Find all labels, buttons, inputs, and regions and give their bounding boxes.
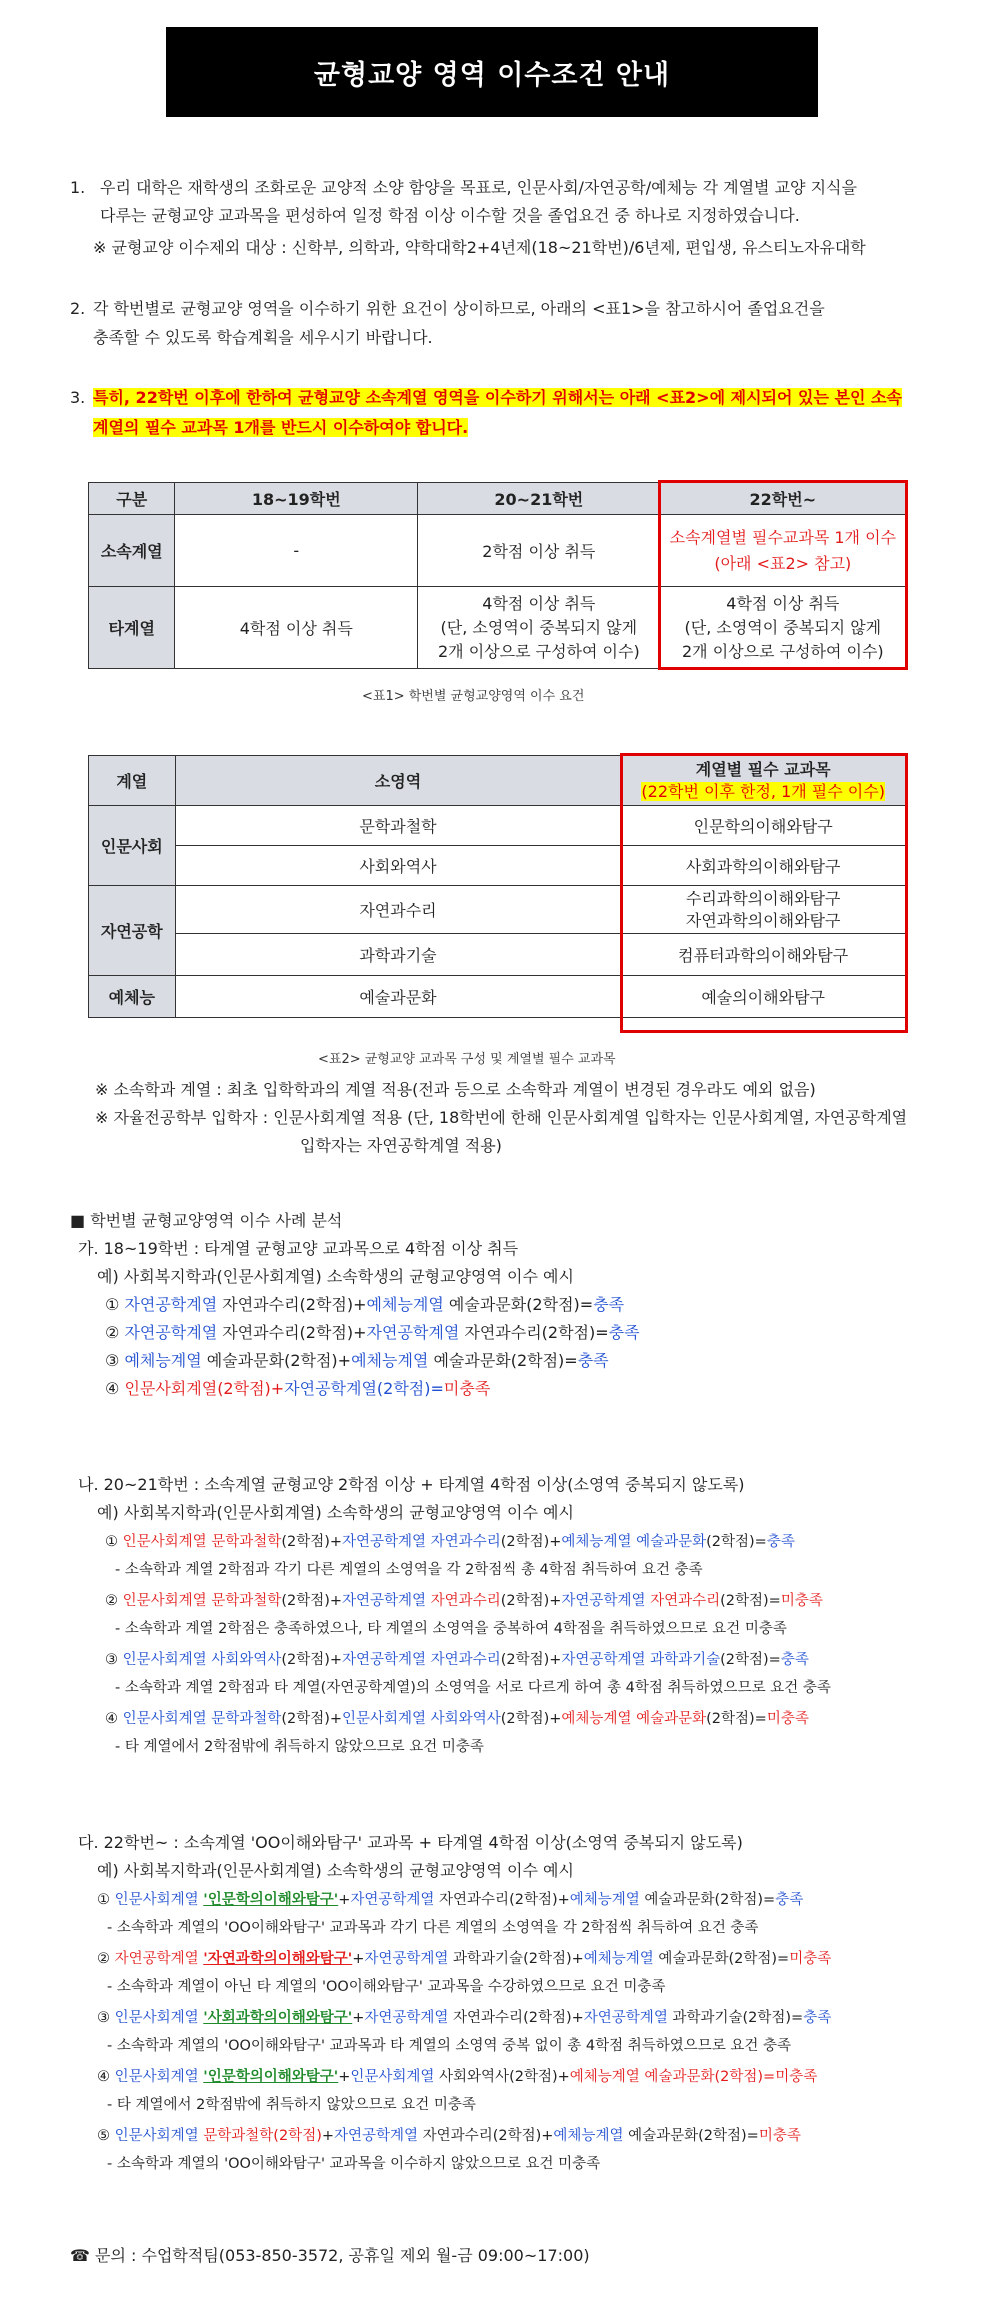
item-result: 미충족 — [766, 1711, 809, 1727]
ga-example: 예) 사회복지학과(인문사회계열) 소속학생의 균형교양영역 이수 예시 — [97, 1267, 574, 1286]
item-part: 자연과수리 — [430, 1652, 501, 1668]
item-result: 충족 — [577, 1351, 609, 1370]
item-part: 인문사회계열 — [114, 2069, 199, 2085]
item-part: (2학점)= — [376, 1379, 444, 1398]
t2-cell: 사회와역사 — [175, 846, 621, 886]
na-item-desc: - 타 계열에서 2학점밖에 취득하지 않았으므로 요건 미충족 — [115, 1739, 484, 1755]
t1-header: 22학번~ — [660, 483, 905, 515]
da-item — [97, 2065, 817, 2086]
item-part: (2학점)+ — [500, 1652, 562, 1668]
item-part: 예술과문화 — [636, 1534, 707, 1550]
item-part: 자연공학계열 — [342, 1652, 427, 1668]
item-part: 자연공학계열 — [561, 1593, 646, 1609]
t2-cell: 예술의이해와탐구 — [621, 976, 906, 1018]
da-item-desc: - 소속학과 계열이 아닌 타 계열의 'OO이해와탐구' 교과목을 수강하였으므로 요건 미충족 — [107, 1979, 666, 1995]
t2-caption: <표2> 균형교양 교과목 구성 및 계열별 필수 교과목 — [318, 1052, 616, 1067]
item-part: (2학점)+ — [500, 1711, 562, 1727]
item-part: '사회과학의이해와탐구' — [203, 2010, 353, 2026]
item-part: 인문사회계열 — [122, 1534, 207, 1550]
page-title: 균형교양 영역 이수조건 안내 — [166, 27, 818, 117]
analysis-heading: ■ 학번별 균형교양영역 이수 사례 분석 — [70, 1211, 343, 1230]
t2-group: 자연공학 — [89, 886, 176, 976]
item-number: ① — [105, 1295, 120, 1314]
item-part: 자연공학계열 — [350, 1892, 435, 1908]
t2-group: 예체능 — [89, 976, 176, 1018]
item-part: 자연과수리(2학점)+ — [418, 2128, 554, 2144]
item-part: 사회와역사(2학점)+ — [434, 2069, 570, 2085]
item-number: ② — [105, 1593, 118, 1609]
item-part: 자연공학계열 — [334, 2128, 419, 2144]
item-part: 예체능계열 — [366, 1295, 444, 1314]
item-part: 자연과수리(2학점)+ — [448, 2010, 584, 2026]
ga-item — [105, 1348, 609, 1371]
item-result: 충족 — [593, 1295, 625, 1314]
item-number: ③ — [105, 1351, 120, 1370]
item-part: 인문사회계열 — [114, 1892, 199, 1908]
item-part: (2학점)+ — [281, 1593, 343, 1609]
p1-line2: 다루는 균형교양 교과목을 편성하여 일정 학점 이상 이수할 것을 졸업요건 중 하나로 지정하였습니다. — [100, 206, 800, 225]
p1-note: ※ 균형교양 이수제외 대상 : 신학부, 의학과, 약학대학2+4년제(18~21학번)/6년제, 편입생, 유스티노자유대학 — [93, 238, 866, 257]
ga-item — [105, 1320, 640, 1343]
t1-cell-line: 4학점 이상 취득 — [726, 593, 840, 613]
item-part: 예체능계열 — [553, 2128, 624, 2144]
da-item-desc: - 소속학과 계열의 'OO이해와탐구' 교과목을 이수하지 않았으므로 요건 미충족 — [107, 2156, 601, 2172]
na-item — [105, 1530, 795, 1551]
da-item-desc: - 소속학과 계열의 'OO이해와탐구' 교과목과 각기 다른 계열의 소영역을 각 2학점씩 취득하여 요건 충족 — [107, 1920, 759, 1936]
t1-cell — [418, 587, 661, 669]
item-part: 예술과문화(2학점)= — [639, 2069, 776, 2085]
t1-cell-line: (단, 소영역이 중복되지 않게 — [684, 617, 882, 637]
da-title: 다. 22학번~ : 소속계열 'OO이해와탐구' 교과목 + 타계열 4학점 이상(소영역 중복되지 않도록) — [78, 1833, 743, 1852]
na-item — [105, 1707, 809, 1728]
item-part: 인문사회계열 — [124, 1379, 218, 1398]
t1-cell: 4학점 이상 취득 — [175, 587, 418, 669]
item-number: ③ — [97, 2010, 110, 2026]
t2-cell: 사회과학의이해와탐구 — [621, 846, 906, 886]
ga-item — [105, 1292, 624, 1315]
item-part: 인문사회계열 — [122, 1593, 207, 1609]
da-item — [97, 1947, 831, 1968]
t2-cell-line: 수리과학의이해와탐구 — [685, 888, 841, 908]
item-part: (2학점)= — [720, 1652, 781, 1668]
item-result: 미충족 — [758, 2128, 801, 2144]
item-part: 자연공학계열 — [114, 1951, 199, 1967]
t2-cell-line: 자연과학의이해와탐구 — [685, 910, 841, 930]
item-result: 미충족 — [789, 1951, 832, 1967]
item-part: + — [321, 2128, 335, 2144]
item-number: ① — [105, 1534, 118, 1550]
item-part: 자연공학계열 — [366, 1323, 460, 1342]
item-part: 과학과기술(2학점)= — [667, 2010, 804, 2026]
item-part: (2학점)+ — [281, 1652, 343, 1668]
item-part: + — [352, 2010, 365, 2026]
t2-group: 인문사회 — [89, 806, 176, 886]
item-part: 자연공학계열 — [124, 1323, 218, 1342]
item-part: 자연과수리 — [430, 1534, 501, 1550]
item-part: 자연공학계열 — [342, 1534, 427, 1550]
item-part: 과학과기술(2학점)+ — [448, 1951, 584, 1967]
t2-cell: 컴퓨터과학의이해와탐구 — [621, 934, 906, 976]
item-number: ③ — [105, 1652, 118, 1668]
t1-caption: <표1> 학번별 균형교양영역 이수 요건 — [362, 689, 585, 704]
t1-header: 20~21학번 — [418, 483, 661, 515]
item-result: 미충족 — [775, 2069, 818, 2085]
t2-header: 계열 — [89, 756, 176, 806]
item-part: 예체능계열 — [351, 1351, 429, 1370]
t1-header: 18~19학번 — [175, 483, 418, 515]
item-part: 문학과철학 — [211, 1593, 282, 1609]
na-item-desc: - 소속학과 계열 2학점과 각기 다른 계열의 소영역을 각 2학점씩 총 4학점 취득하여 요건 충족 — [115, 1562, 703, 1578]
item-part: 과학과기술 — [650, 1652, 721, 1668]
da-item — [97, 2006, 831, 2027]
item-part: (2학점)= — [706, 1534, 767, 1550]
item-result: 미충족 — [443, 1379, 491, 1398]
p1-num: 1. — [70, 178, 86, 197]
da-item-desc: - 소속학과 계열의 'OO이해와탐구' 교과목과 타 계열의 소영역 중복 없이 총 4학점 취득하였으므로 요건 충족 — [107, 2038, 792, 2054]
t1-row-label: 소속계열 — [89, 515, 175, 587]
item-part: + — [352, 1951, 365, 1967]
na-item — [105, 1648, 809, 1669]
item-result: 충족 — [775, 1892, 804, 1908]
item-part: 예술과문화(2학점)+ — [201, 1351, 352, 1370]
t2-header-line: 계열별 필수 교과목 — [695, 759, 831, 779]
item-result: 충족 — [780, 1652, 809, 1668]
t1-header: 구분 — [89, 483, 175, 515]
item-part: + — [338, 1892, 351, 1908]
item-part: 예술과문화(2학점)= — [428, 1351, 578, 1370]
item-part: 자연과수리 — [430, 1593, 501, 1609]
t2-header-highlight: (22학번 이후 한정, 1개 필수 이수) — [641, 781, 885, 801]
na-example: 예) 사회복지학과(인문사회계열) 소속학생의 균형교양영역 이수 예시 — [97, 1503, 574, 1522]
item-part: 사회와역사 — [430, 1711, 501, 1727]
ga-title: 가. 18~19학번 : 타계열 균형교양 교과목으로 4학점 이상 취득 — [78, 1239, 519, 1258]
item-part: (2학점)+ — [500, 1593, 562, 1609]
item-number: ② — [97, 1951, 110, 1967]
item-part: 예술과문화(2학점)= — [443, 1295, 594, 1314]
item-part: 인문사회계열 — [114, 2010, 199, 2026]
item-part: (2학점)+ — [500, 1534, 562, 1550]
item-number: ④ — [97, 2069, 110, 2085]
t2-note2a: ※ 자율전공학부 입학자 : 인문사회계열 적용 (단, 18학번에 한해 인문사회계열 입학자는 인문사회계열, 자연공학계열 — [95, 1108, 908, 1127]
item-part: '자연과학의이해와탐구' — [203, 1951, 353, 1967]
da-item-desc: - 타 계열에서 2학점밖에 취득하지 않았으므로 요건 미충족 — [107, 2097, 476, 2113]
item-part: 자연공학계열 — [124, 1295, 218, 1314]
item-result: 충족 — [803, 2010, 832, 2026]
item-part: (2학점)+ — [281, 1534, 343, 1550]
t2-highlight-box — [620, 753, 908, 1033]
item-part: 문학과철학(2학점) — [198, 2128, 322, 2144]
p1-line1: 우리 대학은 재학생의 조화로운 교양적 소양 함양을 목표로, 인문사회/자연공학/예체능 각 계열별 교양 지식을 — [100, 178, 857, 197]
ga-item — [105, 1376, 490, 1399]
item-part: 자연공학계열 — [561, 1652, 646, 1668]
t2-header: 소영역 — [175, 756, 621, 806]
t1-highlight-box — [658, 480, 908, 670]
item-part: 문학과철학 — [211, 1534, 282, 1550]
p2-num: 2. — [70, 299, 86, 318]
da-example: 예) 사회복지학과(인문사회계열) 소속학생의 균형교양영역 이수 예시 — [97, 1861, 574, 1880]
item-part: 예체능계열 — [569, 1892, 640, 1908]
item-result: 충족 — [766, 1534, 795, 1550]
item-result: 미충족 — [780, 1593, 823, 1609]
da-item — [97, 2124, 801, 2145]
item-part: 예체능계열 — [561, 1534, 632, 1550]
item-part: 예체능계열 — [124, 1351, 202, 1370]
t2-cell: 자연과수리 — [175, 886, 621, 934]
item-part: 자연공학계열 — [364, 2010, 449, 2026]
item-part: + — [338, 2069, 351, 2085]
p3-line2: 계열의 필수 교과목 1개를 반드시 이수하여야 합니다. — [93, 418, 469, 437]
item-part: 자연과수리(2학점)+ — [217, 1323, 367, 1342]
t1-cell: - — [175, 515, 418, 587]
t1-cell-red-line: 소속계열별 필수교과목 1개 이수 — [669, 527, 896, 547]
item-part: 인문사회계열 — [114, 2128, 199, 2144]
item-part: 예체능계열 — [569, 2069, 640, 2085]
item-part: 문학과철학 — [211, 1711, 282, 1727]
item-part: 자연공학계열 — [364, 1951, 449, 1967]
item-part: 자연과수리(2학점)= — [459, 1323, 609, 1342]
item-part: 자연공학계열 — [284, 1379, 377, 1398]
p3-line1: 특히, 22학번 이후에 한하여 균형교양 소속계열 영역을 이수하기 위해서는 아래 <표2>에 제시되어 있는 본인 소속 — [93, 388, 902, 407]
item-part: '인문학의이해와탐구' — [203, 2069, 339, 2085]
item-part: (2학점)+ — [281, 1711, 343, 1727]
na-item-desc: - 소속학과 계열 2학점은 충족하였으나, 타 계열의 소영역을 중복하여 4학점을 취득하였으므로 요건 미충족 — [115, 1621, 787, 1637]
item-part: 인문사회계열 — [350, 2069, 435, 2085]
item-part: 자연과수리 — [650, 1593, 721, 1609]
item-number: ① — [97, 1892, 110, 1908]
item-result: 충족 — [608, 1323, 640, 1342]
item-part: 자연공학계열 — [583, 2010, 668, 2026]
item-part: 인문사회계열 — [122, 1711, 207, 1727]
item-part: 인문사회계열 — [122, 1652, 207, 1668]
p3-num: 3. — [70, 388, 86, 407]
item-part: 사회와역사 — [211, 1652, 282, 1668]
t1-cell-line: 2개 이상으로 구성하여 이수) — [681, 641, 884, 661]
item-part: 예체능계열 — [583, 1951, 654, 1967]
t2-cell: 인문학의이해와탐구 — [621, 806, 906, 846]
t2-cell: 문학과철학 — [175, 806, 621, 846]
item-part: (2학점)= — [720, 1593, 781, 1609]
t1-cell-line: (단, 소영역이 중복되지 않게 — [440, 617, 638, 637]
da-item — [97, 1888, 803, 1909]
item-part: 인문사회계열 — [342, 1711, 427, 1727]
t1-row-label: 타계열 — [89, 587, 175, 669]
item-part: 자연과수리(2학점)+ — [217, 1295, 367, 1314]
na-item — [105, 1589, 823, 1610]
item-part: 예술과문화(2학점)= — [653, 1951, 790, 1967]
item-part: 예술과문화(2학점)= — [623, 2128, 759, 2144]
t2-cell: 예술과문화 — [175, 976, 621, 1018]
item-part: 자연과수리(2학점)+ — [434, 1892, 570, 1908]
contact-info: ☎ 문의 : 수업학적팀(053-850-3572, 공휴일 제외 월-금 09:00~17:00) — [70, 2246, 590, 2265]
t2-note1: ※ 소속학과 계열 : 최초 입학학과의 계열 적용(전과 등으로 소속학과 계열이 변경된 경우라도 예외 없음) — [95, 1080, 816, 1099]
t2-note2b: 입학자는 자연공학계열 적용) — [300, 1136, 502, 1155]
t1-cell-red-line: (아래 <표2> 참고) — [714, 553, 852, 573]
item-part: 예체능계열 — [561, 1711, 632, 1727]
item-part: (2학점)= — [706, 1711, 767, 1727]
item-number: ② — [105, 1323, 120, 1342]
item-part: 예술과문화(2학점)= — [639, 1892, 776, 1908]
item-number: ④ — [105, 1711, 118, 1727]
na-title: 나. 20~21학번 : 소속계열 균형교양 2학점 이상 + 타계열 4학점 이상(소영역 중복되지 않도록) — [78, 1475, 745, 1494]
na-item-desc: - 소속학과 계열 2학점과 타 계열(자연공학계열)의 소영역을 서로 다르게 하여 총 4학점 취득하였으므로 요건 충족 — [115, 1680, 831, 1696]
item-part: 예술과문화 — [636, 1711, 707, 1727]
item-number: ⑤ — [97, 2128, 110, 2144]
item-part: '인문학의이해와탐구' — [203, 1892, 339, 1908]
t2-cell: 과학과기술 — [175, 934, 621, 976]
item-part: 자연공학계열 — [342, 1593, 427, 1609]
t1-cell-line: 4학점 이상 취득 — [482, 593, 596, 613]
t1-cell: 2학점 이상 취득 — [418, 515, 661, 587]
item-number: ④ — [105, 1379, 120, 1398]
p2-line1: 각 학번별로 균형교양 영역을 이수하기 위한 요건이 상이하므로, 아래의 <표1>을 참고하시어 졸업요건을 — [93, 299, 825, 318]
p2-line2: 충족할 수 있도록 학습계획을 세우시기 바랍니다. — [93, 328, 433, 347]
item-part: (2학점)+ — [217, 1379, 285, 1398]
t1-cell-line: 2개 이상으로 구성하여 이수) — [437, 641, 640, 661]
